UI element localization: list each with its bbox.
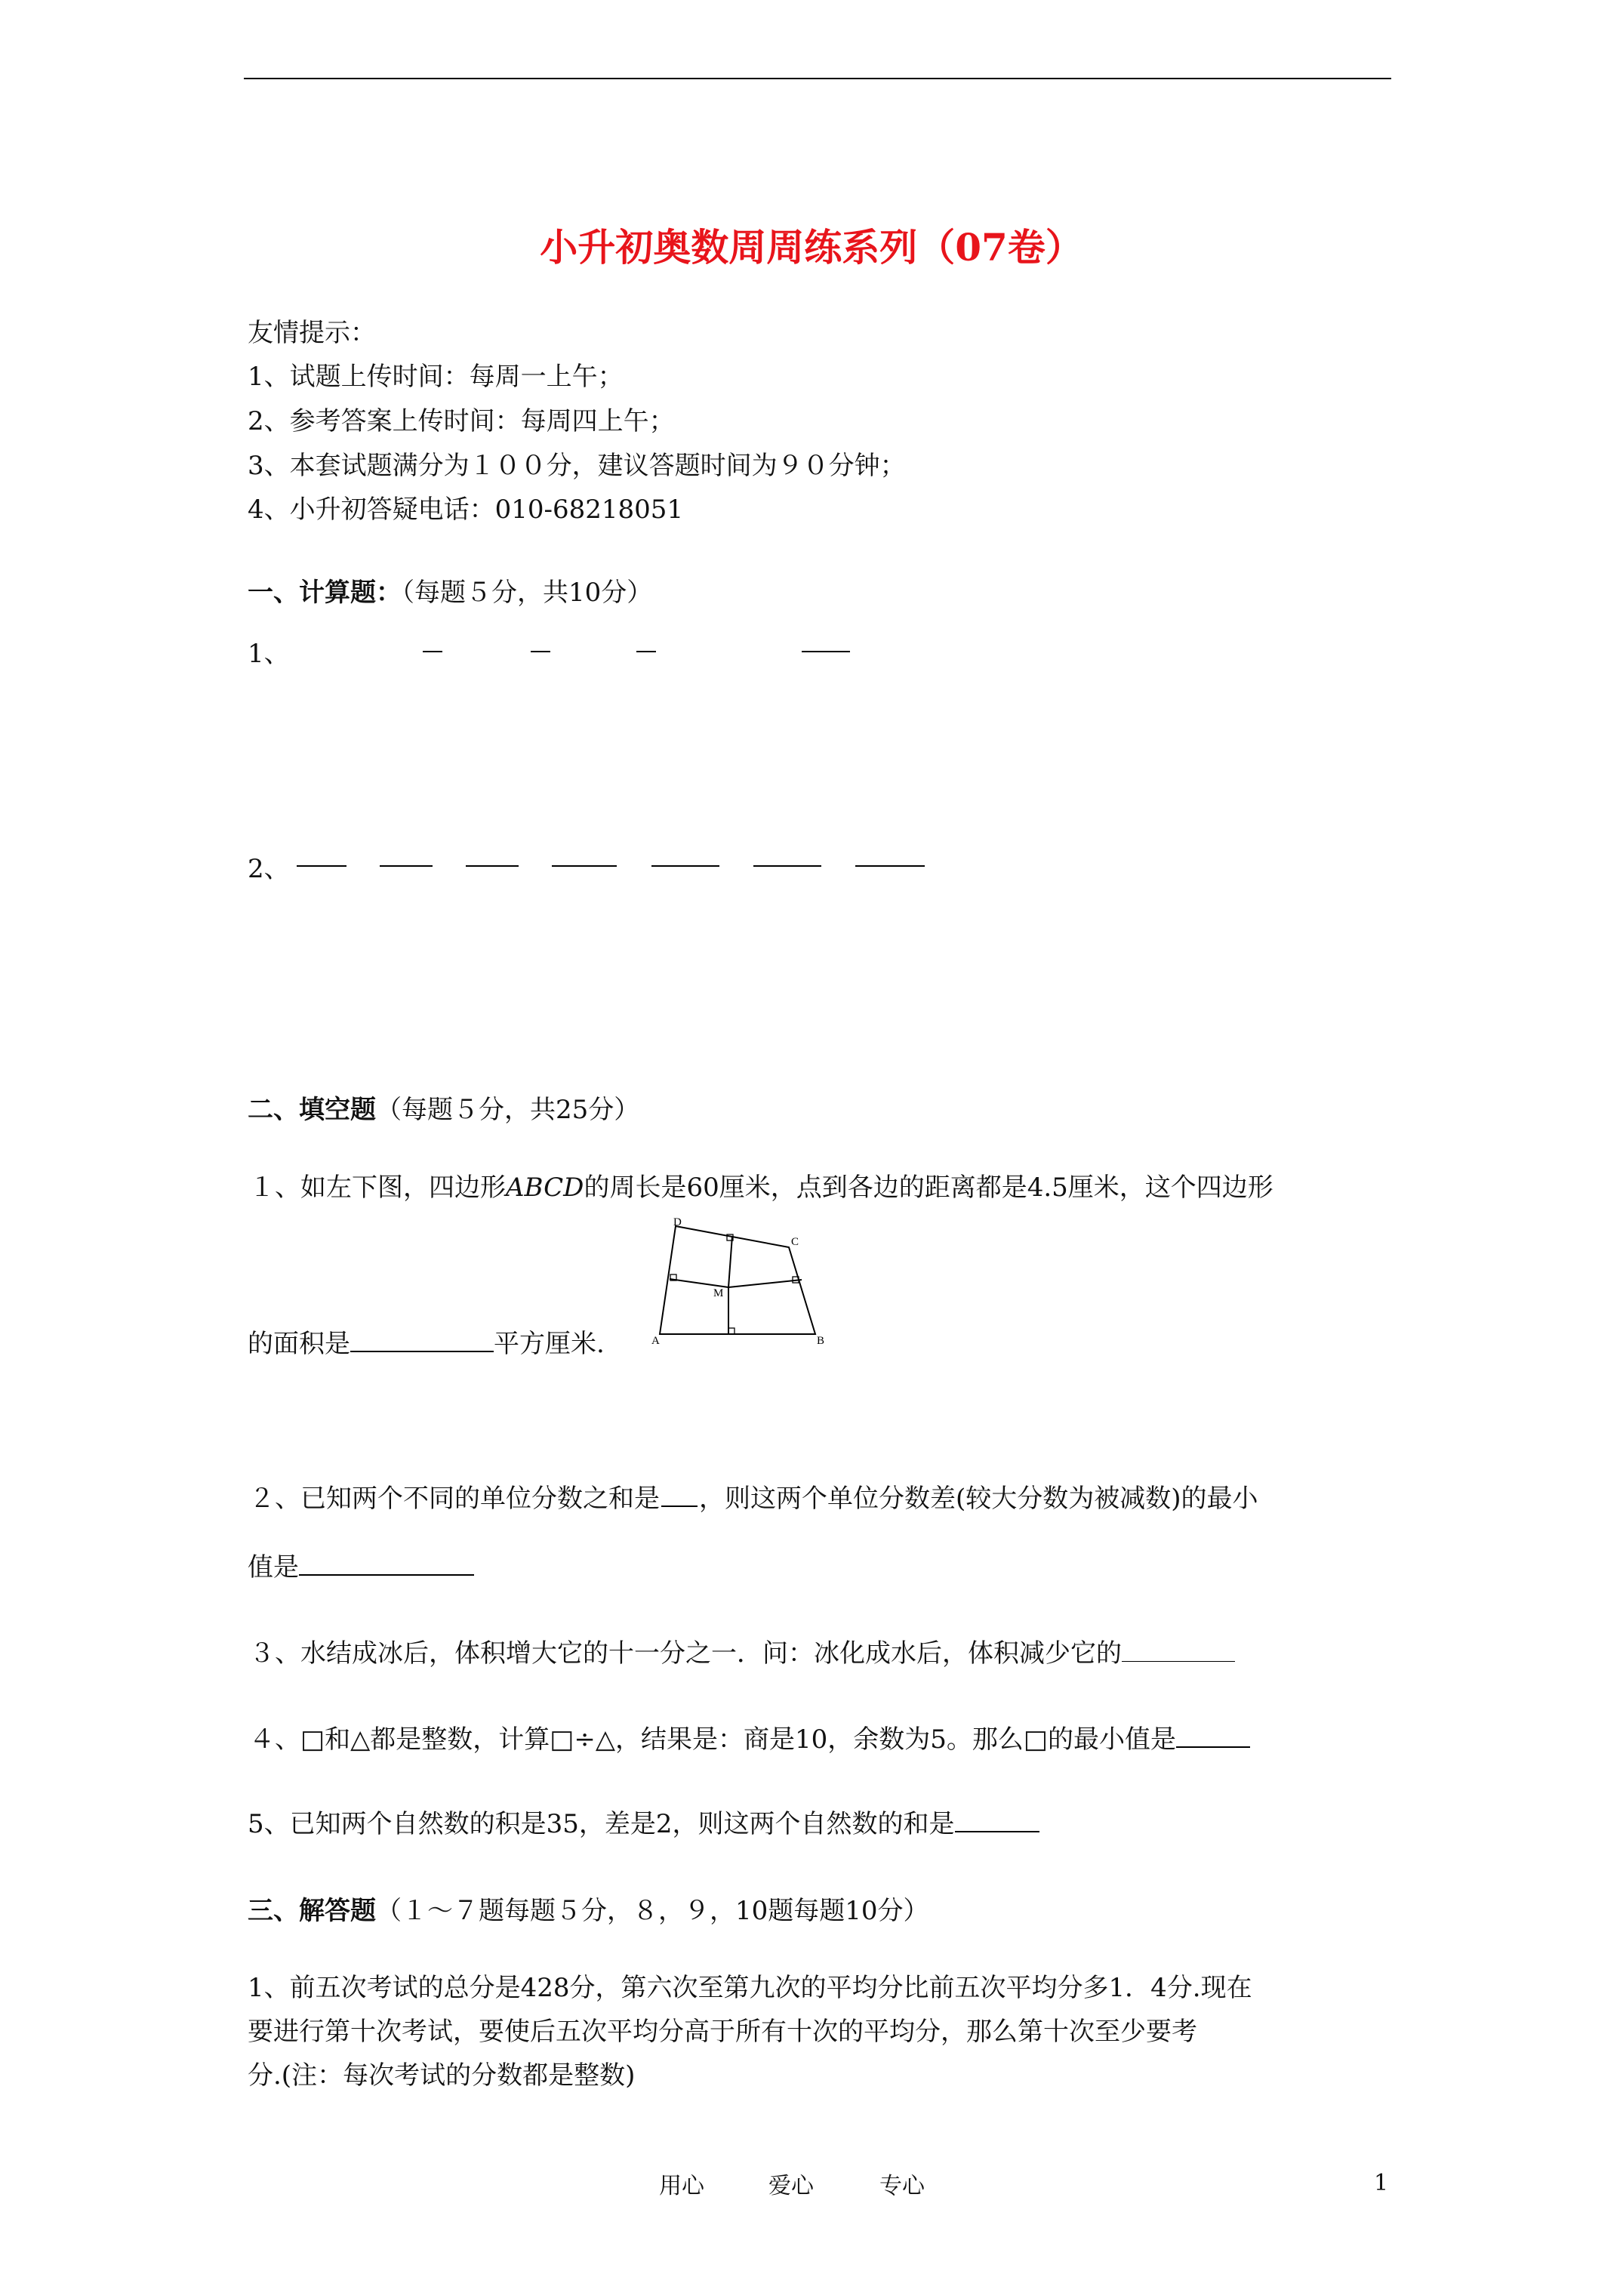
header-rule (244, 78, 1391, 79)
section1-note: （每题５分，共10分） (402, 578, 653, 608)
tip-item: 3、本套试题满分为１００分，建议答题时间为９０分钟； (248, 451, 906, 481)
fill-q5: 5、已知两个自然数的积是35，差是2，则这两个自然数的和是 (248, 1803, 1039, 1840)
fraction-bar (380, 865, 433, 867)
section1-title: 一、计算题： (248, 578, 402, 608)
section3-heading (248, 1890, 929, 1927)
section3-note: （１～７题每题５分，８，９，10题每题10分） (376, 1896, 929, 1926)
answer-q1-line: 分.(注：每次考试的分数都是整数) (248, 2060, 636, 2091)
fill-q3: ３、水结成冰后，体积增大它的十一分之一．问：冰化成水后，体积减少它的 (249, 1632, 1235, 1669)
section2-heading (248, 1089, 639, 1126)
answer-blank[interactable] (1122, 1638, 1235, 1662)
point-label-m: M (713, 1287, 724, 1299)
fraction-bar (651, 865, 719, 867)
section3-title: 三、解答题 (248, 1896, 376, 1926)
footer-motto: 爱心 (768, 2173, 814, 2199)
answer-blank[interactable] (299, 1552, 474, 1576)
tip-item: 4、小升初答疑电话：010-68218051 (248, 495, 684, 525)
answer-q1-line: 1、前五次考试的总分是428分，第六次至第九次的平均分比前五次平均分多1．4分.现在 (248, 1973, 1252, 2003)
fraction-bar (661, 1490, 698, 1507)
tip-item: 1、试题上传时间：每周一上午； (248, 362, 624, 392)
fraction-bar (636, 651, 656, 652)
fraction-bar (855, 865, 925, 867)
quad-name: ABCD (506, 1173, 584, 1203)
answer-blank[interactable] (1176, 1724, 1250, 1748)
fill-q2-line2: 值是 (248, 1546, 474, 1583)
fill-q1-line1: １、如左下图，四边形ABCD的周长是60厘米，点到各边的距离都是4.5厘米，这个四边形 (249, 1173, 1273, 1203)
fraction-bar (466, 865, 519, 867)
fraction-bar (552, 865, 617, 867)
footer-motto: 用心 (659, 2173, 704, 2199)
fill-q4: ４、□和△都是整数，计算□÷△，结果是：商是10，余数为5。那么□的最小值是 (249, 1718, 1250, 1755)
fill-q2-line1: ２、已知两个不同的单位分数之和是 ，则这两个单位分数差(较大分数为被减数)的最小 (249, 1484, 1258, 1514)
section2-title: 二、填空题 (248, 1095, 376, 1125)
vertex-label-a: A (651, 1335, 660, 1347)
answer-q1-line: 要进行第十次考试，要使后五次平均分高于所有十次的平均分，那么第十次至少要考 (248, 2017, 1197, 2047)
tips-heading: 友情提示： (248, 318, 376, 348)
fraction-bar (531, 651, 550, 652)
section2-note: （每题５分，共25分） (376, 1095, 640, 1125)
fraction-bar (753, 865, 821, 867)
answer-blank[interactable] (955, 1808, 1039, 1832)
footer-motto: 专心 (879, 2173, 925, 2199)
calc-q2-label: 2、 (248, 854, 290, 884)
fraction-bar (423, 651, 442, 652)
fraction-bar (297, 865, 346, 867)
vertex-label-d: D (673, 1216, 682, 1228)
page-title: 小升初奥数周周练系列（07卷） (540, 225, 1083, 270)
quadrilateral-figure (651, 1212, 834, 1347)
fraction-bar (802, 651, 850, 652)
calc-q1-label: 1、 (248, 639, 290, 669)
section1-heading (248, 572, 652, 609)
fill-q1-line2: 的面积是 平方厘米. (248, 1329, 605, 1359)
tip-item: 2、参考答案上传时间：每周四上午； (248, 406, 675, 436)
vertex-label-b: B (817, 1335, 825, 1347)
answer-blank[interactable] (350, 1328, 494, 1352)
page-number: 1 (1374, 2170, 1389, 2196)
vertex-label-c: C (791, 1236, 799, 1248)
